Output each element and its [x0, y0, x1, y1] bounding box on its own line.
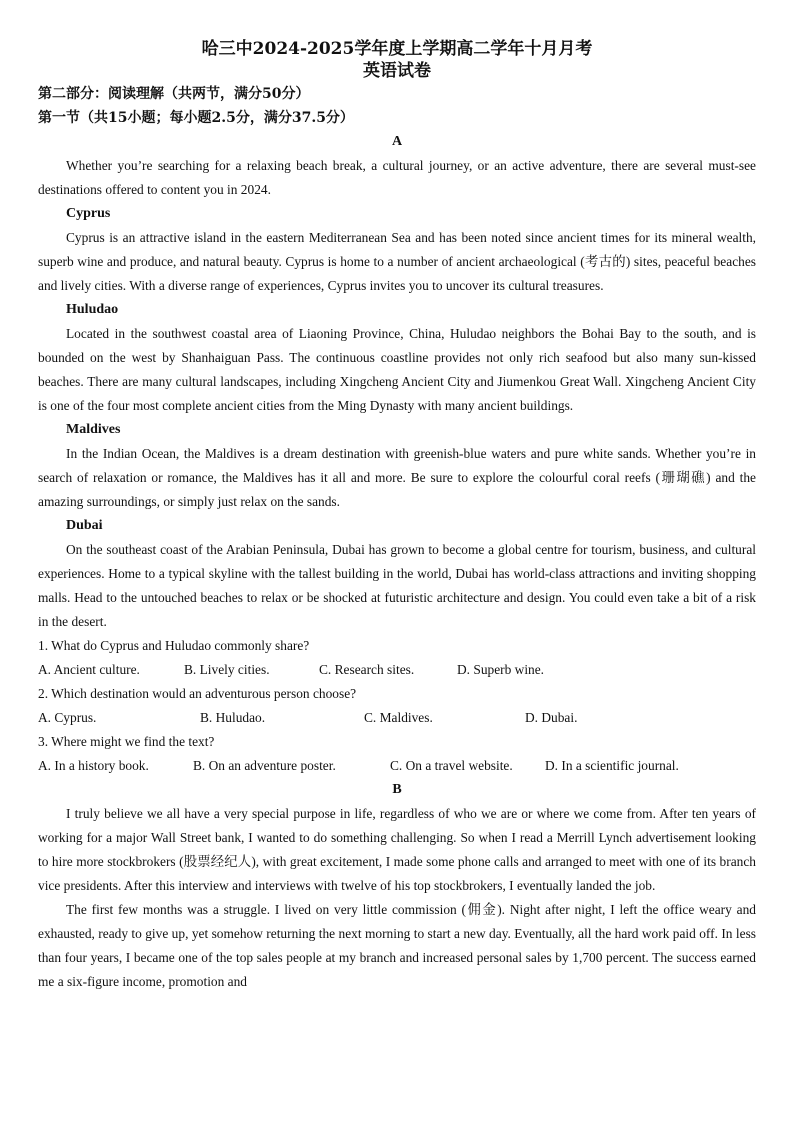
option: D. In a scientific journal. — [545, 758, 679, 773]
option: C. Research sites. — [319, 662, 415, 677]
question-options — [38, 754, 756, 778]
part-label: 第二部分：阅读理解（共两节，满分50分） — [38, 86, 310, 102]
exam-page — [38, 38, 756, 994]
option: B. Lively cities. — [184, 662, 270, 677]
passage-b-paragraph: The first few months was a struggle. I lived on very little commission (佣金). Night after night, I left the office weary and exhausted, ready to give up, yet somehow returning the next morning to start a new day. Eventually, all the hard work paid off. In less than four years, I became one of the top sales people at my branch and increased personal sales by 1,700 percent. The success earned me a six-figure income, promotion and — [38, 902, 756, 989]
option: A. In a history book. — [38, 758, 149, 773]
option: D. Superb wine. — [457, 662, 545, 677]
option: C. On a travel website. — [390, 758, 513, 773]
destination-heading: Dubai — [66, 518, 103, 533]
destination-heading: Huludao — [66, 302, 119, 317]
option: D. Dubai. — [525, 710, 578, 725]
section-label: 第一节（共15小题；每小题2.5分，满分37.5分） — [38, 110, 354, 126]
passage-b-letter: B — [392, 782, 402, 797]
option: C. Maldives. — [364, 710, 433, 725]
destination-heading: Maldives — [66, 422, 121, 437]
passage-a-letter: A — [391, 134, 403, 149]
option: A. Ancient culture. — [38, 662, 140, 677]
question-stem: 2. Which destination would an adventurous person choose? — [38, 686, 357, 701]
question-options — [38, 706, 756, 730]
destination-text: On the southeast coast of the Arabian Peninsula, Dubai has grown to become a global centre for tourism, business, and cultural experiences. Home to a typical skyline with the tallest building in the world, Dubai has world-class attractions and inviting shopping malls. Head to the untouched beaches to relax or be shocked at futuristic architecture and design. You could even take a bit of a risk in the desert. — [38, 542, 756, 629]
passage-a-intro: Whether you’re searching for a relaxing beach break, a cultural journey, or an active adventure, there are several must-see destinations offered to content you in 2024. — [38, 158, 756, 197]
option: B. Huludao. — [200, 710, 266, 725]
destination-text: Located in the southwest coastal area of Liaoning Province, China, Huludao neighbors the Bohai Bay to the south, and is bounded on the west by Shanhaiguan Pass. The continuous coastline provides not only rich seafood but also many sun-kissed beaches. There are many cultural landscapes, including Xingcheng Ancient City and Jiumenkou Great Wall. Xingcheng Ancient City is one of the four most complete ancient cities from the Ming Dynasty with many ancient buildings. — [38, 326, 756, 413]
passage-b-paragraph: I truly believe we all have a very special purpose in life, regardless of who we are or where we come from. After ten years of working for a major Wall Street bank, I wanted to do something challenging. So when I read a Merrill Lynch advertisement looking to hire more stockbrokers (股票经纪人), with great excitement, I made some phone calls and arranged to meet with one of its branch vice presidents. After this interview and interviews with twelve of his top stockbrokers, I eventually landed the job. — [38, 806, 756, 893]
exam-subtitle: 英语试卷 — [363, 61, 431, 81]
destination-text: Cyprus is an attractive island in the eastern Mediterranean Sea and has been noted since ancient times for its mineral wealth, superb wine and produce, and natural beauty. Cyprus is home to a number of ancient archaeological (考古的) sites, peaceful beaches and lively cities. With a diverse range of experiences, Cyprus invites you to uncover its cultural treasures. — [38, 230, 756, 293]
destination-heading: Cyprus — [66, 206, 111, 221]
option: B. On an adventure poster. — [193, 758, 336, 773]
option: A. Cyprus. — [38, 710, 97, 725]
question-stem: 1. What do Cyprus and Huludao commonly share? — [38, 638, 310, 653]
destination-text: In the Indian Ocean, the Maldives is a dream destination with greenish-blue waters and pure white sands. Whether you’re in search of relaxation or romance, the Maldives has it all and more. Be sure to explore the colourful coral reefs (珊瑚礁) and the amazing surroundings, or simply just relax on the sands. — [38, 446, 756, 509]
question-options — [38, 658, 756, 682]
exam-title: 哈三中2024-2025学年度上学期高二学年十月月考 — [201, 39, 593, 59]
question-stem: 3. Where might we find the text? — [38, 734, 215, 749]
